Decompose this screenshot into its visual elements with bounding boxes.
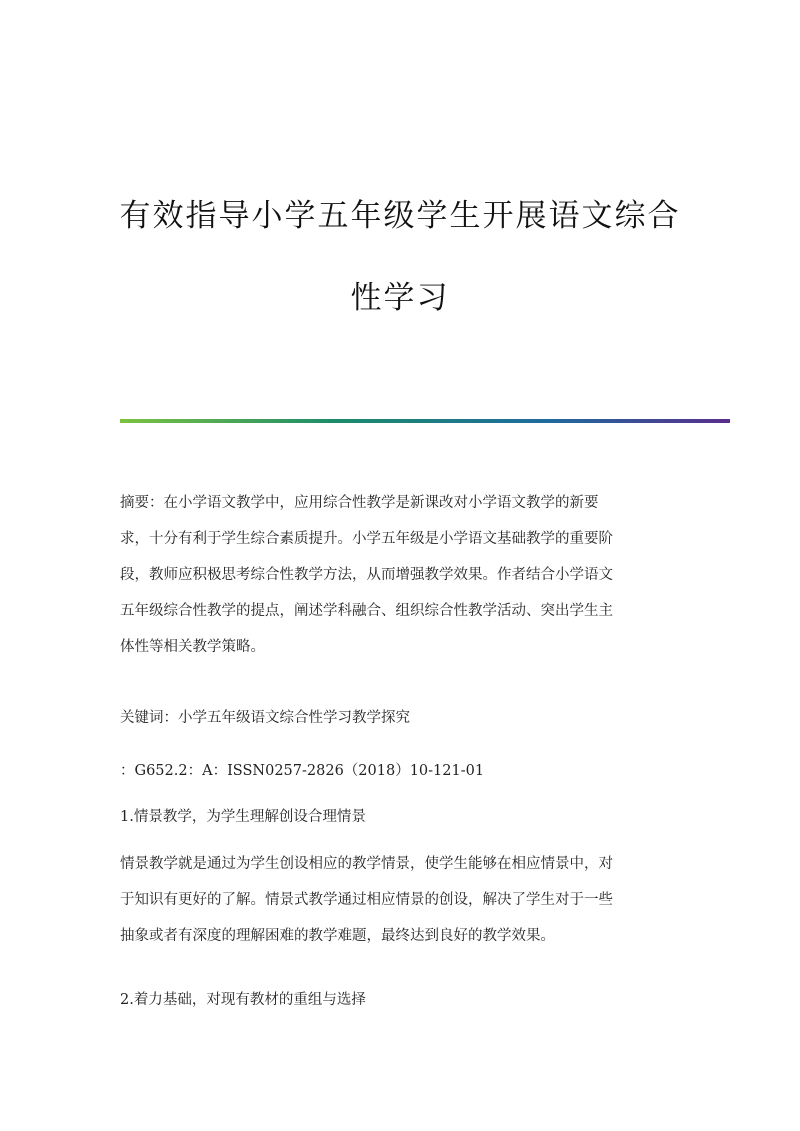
section-2-heading: 2.着力基础，对现有教材的重组与选择 bbox=[120, 992, 366, 1008]
paragraph-line: 抽象或者有深度的理解困难的教学难题，最终达到良好的教学效果。 bbox=[120, 928, 555, 944]
abstract-line: 段，教师应积极思考综合性教学方法，从而增强教学效果。作者结合小学语文 bbox=[120, 567, 613, 583]
abstract-line: 求，十分有利于学生综合素质提升。小学五年级是小学语文基础教学的重要阶 bbox=[120, 531, 613, 547]
abstract bbox=[120, 485, 680, 665]
keywords: 关键词：小学五年级语文综合性学习教学探究 bbox=[120, 710, 410, 726]
abstract-line: 摘要：在小学语文教学中，应用综合性教学是新课改对小学语文教学的新要 bbox=[120, 495, 599, 511]
abstract-line: 五年级综合性教学的提点，阐述学科融合、组织综合性教学活动、突出学生主 bbox=[120, 603, 613, 619]
abstract-line: 体性等相关教学策略。 bbox=[120, 639, 265, 655]
paragraph-line: 情景教学就是通过为学生创设相应的教学情景，使学生能够在相应情景中，对 bbox=[120, 856, 613, 872]
section-1-paragraph bbox=[120, 846, 680, 954]
document-title-line-1: 有效指导小学五年级学生开展语文综合 bbox=[119, 198, 681, 234]
title-divider bbox=[120, 419, 730, 423]
classification-number: ：G652.2：A：ISSN0257-2826（2018）10-121-01 bbox=[120, 763, 485, 779]
paragraph-line: 于知识有更好的了解。情景式教学通过相应情景的创设，解决了学生对于一些 bbox=[120, 892, 613, 908]
section-1-heading: 1.情景教学，为学生理解创设合理情景 bbox=[120, 809, 366, 825]
document-title-line-2: 性学习 bbox=[350, 280, 450, 316]
